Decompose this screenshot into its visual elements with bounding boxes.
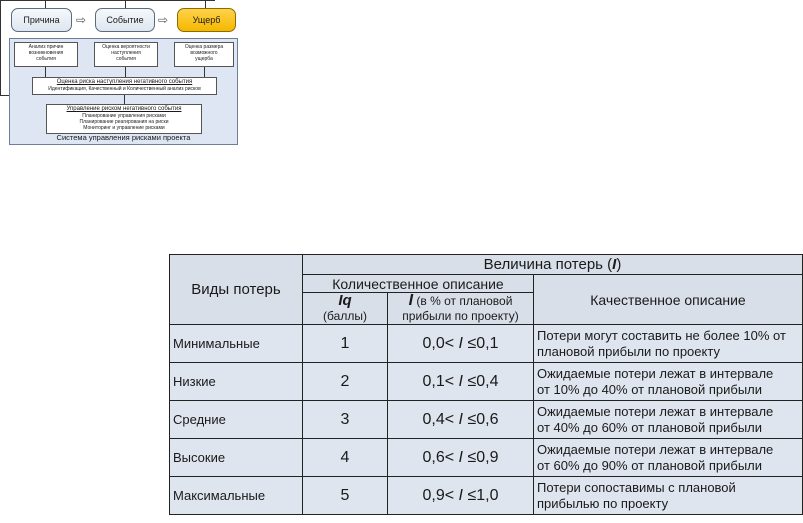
feedback-line [0,0,1,96]
arrow-right-icon: ⇨ [158,13,169,27]
node-damage [177,8,236,32]
loss-kind-cell: Средние [170,401,303,439]
table-row [170,325,803,363]
connector-stub [205,0,206,8]
risk-management-item: Планирование управления рисками [82,113,166,119]
header-qualitative [534,275,803,325]
score-cell: 1 [303,325,388,363]
score-cell: 5 [303,477,388,515]
description-cell [534,363,803,401]
header-qualitative-label: Качественное описание [590,291,746,308]
analysis-probability-box [94,42,158,67]
analysis-damage-line: возможного [190,50,218,56]
connector-line [124,95,125,104]
description-line: от 40% до 60% от плановой прибыли [537,419,763,435]
score-cell: 2 [303,363,388,401]
panel-title: Система управления рисками проекта [56,133,191,142]
range-low: 0,9< [422,486,455,504]
analysis-damage-line: Оценка размера [184,44,224,50]
node-cause-label: Причина [23,15,60,25]
top-connector-line [0,0,215,1]
analysis-cause-line: события [36,56,56,62]
risk-management-item: Планирование реагирования на риски [79,119,169,125]
analysis-probability-line: наступления [111,50,141,56]
table-row [170,477,803,515]
risk-management-system-panel [9,38,238,145]
range-cell [388,477,534,515]
description-line: Потери могут составить не более 10% от [537,327,786,343]
analysis-cause-line: Анализ причин [28,44,64,50]
description-cell [534,477,803,515]
loss-kind-cell: Низкие [170,363,303,401]
header-quantitative [303,275,534,293]
analysis-damage-box [174,42,234,67]
table-row [170,363,803,401]
description-line: Ожидаемые потери лежат в интервале [537,403,774,419]
connector-line [125,67,126,77]
header-quantitative-label: Количественное описание [332,275,504,292]
range-cell [388,325,534,363]
description-cell [534,325,803,363]
range-high: ≤0,1 [467,334,499,352]
node-cause [11,8,72,32]
risk-management-item: Мониторинг и управление рисками [83,125,165,131]
score-cell: 4 [303,439,388,477]
node-damage-label: Ущерб [192,15,221,25]
description-line: Ожидаемые потери лежат в интервале [537,441,774,457]
range-symbol: I [458,448,463,466]
connector-line [204,67,205,77]
range-symbol: I [458,334,463,352]
header-magnitude-text: Величина потерь ( [483,256,613,273]
loss-magnitude-table [169,254,803,515]
connector-stub [45,0,46,8]
range-symbol: I [458,486,463,504]
description-cell [534,401,803,439]
description-line: Ожидаемые потери лежат в интервале [537,365,774,381]
header-loss-types-label: Виды потерь [191,281,281,298]
analysis-probability-line: события [116,56,136,62]
score-cell: 3 [303,401,388,439]
risk-management-diagram [0,0,250,150]
analysis-damage-line: ущерба [195,56,213,62]
loss-kind-cell: Минимальные [170,325,303,363]
analysis-probability-line: Оценка вероятности [102,44,150,50]
description-cell [534,439,803,477]
range-high: ≤0,9 [467,448,499,466]
description-line: прибылью по проекту [537,495,669,511]
arrow-right-icon: ⇨ [76,13,87,27]
description-line: от 60% до 90% от плановой прибыли [537,457,763,473]
range-high: ≤0,6 [467,410,499,428]
range-low: 0,0< [422,334,455,352]
range-symbol: I [458,410,463,428]
description-line: от 10% до 40% от плановой прибыли [537,381,763,397]
header-magnitude-symbol: I [612,256,617,273]
range-cell [388,401,534,439]
header-magnitude [303,255,803,275]
range-low: 0,4< [422,410,455,428]
range-high: ≤1,0 [467,486,499,504]
node-event-label: Событие [106,15,144,25]
range-high: ≤0,4 [467,372,499,390]
table-row [170,401,803,439]
header-magnitude-text: ) [616,256,622,273]
risk-assessment-text: Идентификация, Качественный и Количественный анализ рисков [48,86,201,92]
header-iq-symbol: Iq [338,292,352,309]
loss-kind-cell: Максимальные [170,477,303,515]
description-line: Потери сопоставимы с плановой [537,479,736,495]
risk-management-title: Управление риском негативного события [66,106,182,112]
range-symbol: I [458,372,463,390]
analysis-cause-box [14,42,78,67]
range-low: 0,1< [422,372,455,390]
header-iq [303,293,388,325]
risk-management-box [46,104,202,134]
connector-stub [125,0,126,8]
range-low: 0,6< [422,448,455,466]
analysis-cause-line: возникновения [28,50,64,56]
loss-kind-cell: Высокие [170,439,303,477]
risk-assessment-box [32,77,217,95]
connector-line [45,67,46,77]
table-row [170,439,803,477]
node-event [95,8,155,32]
description-line: плановой прибыли по проекту [537,343,720,359]
range-cell [388,363,534,401]
header-i-unit: прибыли по проекту) [402,309,519,323]
header-i-unit: (в % от плановой [413,294,513,308]
header-iq-unit: (баллы) [323,309,367,323]
header-i [388,293,534,325]
header-i-symbol: I [408,292,414,309]
range-cell [388,439,534,477]
risk-assessment-title: Оценка риска наступления негативного события [56,79,193,85]
header-loss-types [170,255,303,325]
